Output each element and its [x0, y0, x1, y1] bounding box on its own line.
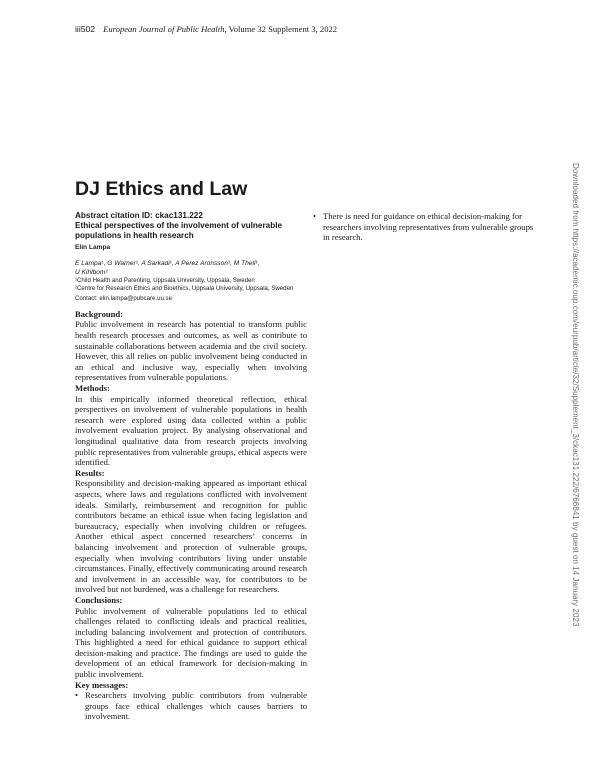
key-messages-list [75, 690, 307, 722]
abstract-body [75, 309, 307, 722]
running-header [75, 24, 337, 34]
key-message-item [75, 690, 307, 722]
download-watermark: Downloaded from https://academic.oup.com/eurpub/article/32/Supplement_3/ckac131.222/6766841 by guest on 14 January 2023 [571, 163, 580, 627]
conclusions-heading: Conclusions: [75, 594, 123, 605]
abstract-citation-id: Abstract citation ID: ckac131.222 [75, 211, 203, 220]
methods-heading: Methods: [75, 383, 110, 394]
presenting-author: Elin Lampa [75, 244, 111, 251]
author-list-line-1: E Lampa¹, G Warner¹, A Sarkadi¹, A Perez Aronsson¹, M Thell¹, [75, 260, 260, 267]
key-message-text: There is need for guidance on ethical decision-making for researchers involving representatives from vulnerable groups in research. [323, 211, 534, 243]
abstract-title: Ethical perspectives of the involvement of vulnerable populations in health research [75, 221, 283, 240]
key-message-item [313, 211, 541, 243]
conclusions-text: Public involvement of vulnerable populations led to ethical challenges related to conflicting ideals and practical realities, including balancing involvement and protection of contributors. This highlighted a need for ethical guidance to support ethical decision-making and practice. The findings are used to guide the development of an ethical framework for decision-making in public involvement. [75, 605, 307, 680]
right-column [313, 211, 541, 243]
background-text: Public involvement in research has potential to transform public health research processes and outcomes, as well as contribute to sustainable collaborations between academia and the civil society. However, this all relies on public involvement being conducted in an ethical and inclusive way, especially when involving representatives from vulnerable populations. [75, 319, 307, 383]
journal-name: European Journal of Public Health [103, 24, 225, 34]
author-list-line-2: U Kihlbom² [75, 269, 108, 276]
affiliations [75, 277, 307, 303]
bullet-icon: • [313, 211, 317, 221]
left-column [75, 211, 307, 722]
key-messages-heading: Key messages: [75, 679, 129, 690]
key-messages-list-continued [313, 211, 541, 243]
background-heading: Background: [75, 308, 124, 319]
results-heading: Results: [75, 467, 105, 478]
key-message-text: Researchers involving public contributors from vulnerable groups face ethical challenges which causes barriers to involvement. [85, 690, 307, 722]
affiliation-2: ²Centre for Research Ethics and Bioethics, Uppsala University, Uppsala, Sweden [75, 285, 294, 293]
volume-info: , Volume 32 Supplement 3, 2022 [224, 24, 338, 34]
author-list [75, 259, 307, 277]
affiliation-1: ¹Child Health and Parenting, Uppsala University, Uppsala, Sweden [75, 277, 255, 284]
results-text: Responsibility and decision-making appeared as important ethical aspects, where laws and regulations conflicted with involvement ideals. Similarly, reimbursement and recognition for public contributors became an ethical issue when facing legislation and bureaucracy, especially when involving children or refugees. Another ethical aspect concerned researchers’ concerns in balancing involvement and protection of vulnerable groups, especially when involving contributors living under unstable circumstances. Finally, effectively communicating around research and involvement in an accessible way, for contributors to be involved but not burdened, was a challenge for researchers. [75, 478, 307, 595]
methods-text: In this empirically informed theoretical reflection, ethical perspectives on involvement of vulnerable populations in health research were explored using data collected within a public involvement evaluation project. By analysing observational and longitudinal qualitative data from research projects involving public representatives from vulnerable groups, ethical aspects were identified. [75, 393, 307, 468]
bullet-icon: • [75, 690, 79, 701]
section-title: DJ Ethics and Law [75, 178, 248, 200]
contact-email: Contact: elin.lampa@pubcare.uu.se [75, 294, 172, 302]
page-number: iii502 [75, 24, 96, 34]
